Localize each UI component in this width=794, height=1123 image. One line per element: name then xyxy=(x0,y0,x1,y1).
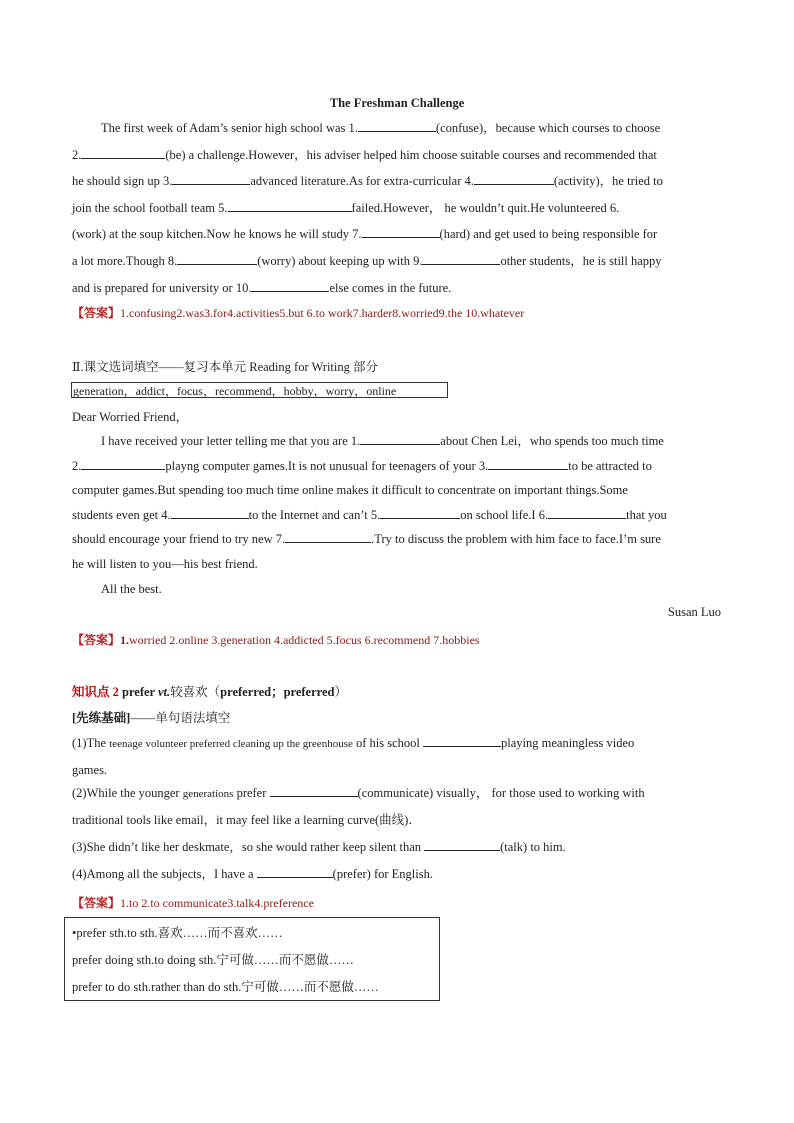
section-heading-2: Ⅱ.课文选词填空——复习本单元 Reading for Writing 部分 xyxy=(72,360,379,374)
blank-4[interactable] xyxy=(474,172,554,185)
letter-blank-3[interactable] xyxy=(488,457,568,470)
q4-blank[interactable] xyxy=(257,865,333,878)
usage-notes-box xyxy=(64,917,440,1001)
blank-2[interactable] xyxy=(81,146,165,159)
blank-9[interactable] xyxy=(422,252,500,265)
usage-note: prefer doing sth.to doing sth.宁可做……而不愿做…… xyxy=(72,953,354,967)
blank-7[interactable] xyxy=(362,225,440,238)
letter-blank-4[interactable] xyxy=(171,506,249,519)
grammar-question-1: (1)The teenage volunteer preferred cleaning up the greenhouse of his school playing meaningless video games. xyxy=(72,736,635,777)
blank-10[interactable] xyxy=(251,279,329,292)
q1-blank[interactable] xyxy=(423,734,501,747)
usage-note: •prefer sth.to sth.喜欢……而不喜欢…… xyxy=(72,926,283,940)
blank-1[interactable] xyxy=(358,119,436,132)
usage-note: prefer to do sth.rather than do sth.宁可做……而不愿做…… xyxy=(72,980,379,994)
letter-blank-2[interactable] xyxy=(81,457,165,470)
blank-8[interactable] xyxy=(177,252,257,265)
answer-line-3: 【答案】1.to 2.to communicate3.talk4.preference xyxy=(72,896,314,910)
letter-blank-1[interactable] xyxy=(360,432,440,445)
blank-5[interactable] xyxy=(228,199,352,212)
letter-greeting: Dear Worried Friend， xyxy=(72,410,189,424)
passage-letter: I have received your letter telling me that you are 1. about Chen Lei，who spends too much time 2. playng computer games.It is not unusual for teenagers of your 3. to be attracted to computer games.But spending too much time online makes it difficult to concentrate on important things.Some students even get 4. to the Internet and can’t 5. on school life.I 6. that you should encourage your friend to try new 7. .Try to discuss the problem with him face to face.I’m sure he will listen to you—his best friend. All the best. xyxy=(72,434,667,596)
passage-freshman-challenge: The first week of Adam’s senior high school was 1. (confuse)，because which courses to choose 2. (be) a challenge.However，his adviser helped him choose suitable courses and recommended that he should sign up 3. advanced literature.As for extra-curricular 4. (activity)，he tried to join the school football team 5. failed.However， he wouldn’t quit.He volunteered 6. (work) at the soup kitchen.Now he knows he will study 7. (hard) and get used to being responsible for a lot more.Though 8. (worry) about keeping up with 9. other students，he is still happy and is prepared for university or 10. else comes in the future. xyxy=(72,121,663,295)
passage-title: The Freshman Challenge xyxy=(329,96,465,110)
grammar-question-2: (2)While the younger generations prefer (communicate) visually， for those used to working with traditional tools like email，it may feel like a learning curve(曲线)． xyxy=(72,786,645,827)
word-bank-box: generation，addict，focus，recommend，hobby，worry，online xyxy=(71,382,448,398)
grammar-question-3: (3)She didn’t like her deskmate，so she would rather keep silent than (talk) to him. xyxy=(72,840,566,854)
answer-line-2: 【答案】1.worried 2.online 3.generation 4.addicted 5.focus 6.recommend 7.hobbies xyxy=(72,633,480,647)
blank-3[interactable] xyxy=(172,172,250,185)
grammar-question-4: (4)Among all the subjects，I have a (prefer) for English. xyxy=(72,867,433,881)
knowledge-point-2-title: 知识点 2 prefer vt.较喜欢（preferred；preferred） xyxy=(72,685,347,699)
q2-blank[interactable] xyxy=(270,784,358,797)
letter-blank-7[interactable] xyxy=(285,530,371,543)
practice-subtitle: [先练基础]——单句语法填空 xyxy=(72,711,231,725)
answer-line-1: 【答案】1.confusing2.was3.for4.activities5.but 6.to work7.harder8.worried9.the 10.whatever xyxy=(72,306,525,320)
letter-blank-6[interactable] xyxy=(548,506,626,519)
letter-signature: Susan Luo xyxy=(667,605,721,619)
q3-blank[interactable] xyxy=(424,838,500,851)
letter-blank-5[interactable] xyxy=(380,506,460,519)
